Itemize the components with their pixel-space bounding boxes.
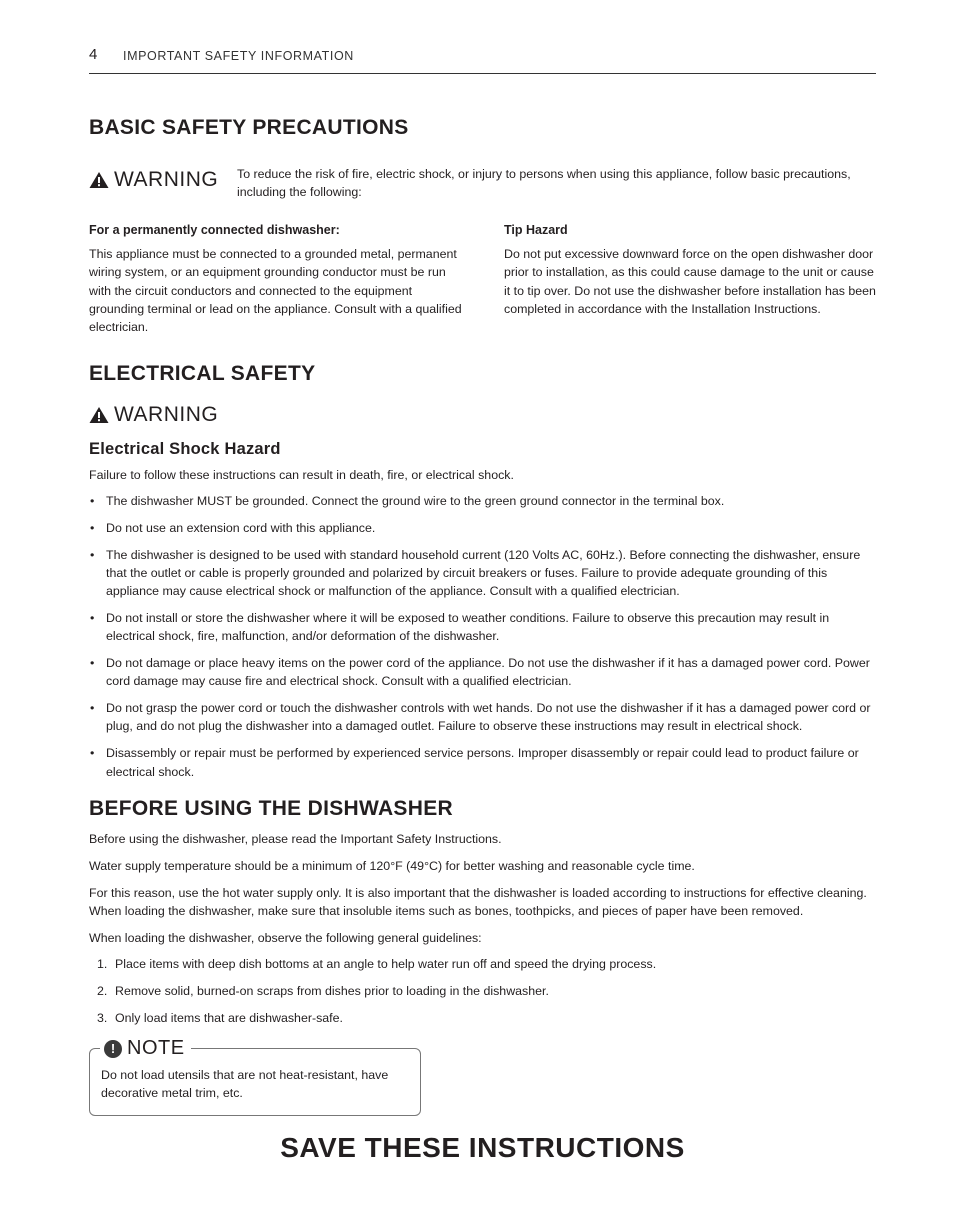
permanent-connection-heading: For a permanently connected dishwasher: [89, 223, 340, 237]
basic-warning [89, 168, 218, 192]
bullet-marker: • [90, 656, 95, 671]
before-para-2: Water supply temperature should be a minimum of 120°F (49°C) for better washing and reasonable cycle time. [89, 859, 695, 873]
list-item-text: The dishwasher MUST be grounded. Connect the ground wire to the green ground connector in the terminal box. [106, 494, 725, 508]
bullet-marker: • [90, 746, 95, 761]
before-para-1: Before using the dishwasher, please read the Important Safety Instructions. [89, 832, 502, 846]
step-text: Place items with deep dish bottoms at an angle to help water run off and speed the drying process. [115, 957, 657, 971]
list-item-text: The dishwasher is designed to be used with standard household current (120 Volts AC, 60Hz.). Before connecting the dishwasher, ensure that the outlet or cable is properly grounded and polarized by circuit breakers or fuses. Failure to provide adequate grounding of this appliance may cause electrical shock or malfunction of the appliance. Consult with a qualified electrician. [106, 547, 861, 599]
list-item [89, 955, 876, 973]
page-header [89, 44, 876, 74]
list-item [89, 546, 876, 601]
bullet-marker: • [90, 701, 95, 716]
list-item [89, 982, 876, 1000]
loading-guidelines-list [89, 955, 876, 1036]
bullet-marker: • [90, 610, 95, 625]
step-text: Remove solid, burned-on scraps from dishes prior to loading in the dishwasher. [115, 983, 549, 998]
list-item [89, 1009, 876, 1027]
note-box [89, 1037, 421, 1116]
list-item [89, 609, 876, 646]
note-label: NOTE [127, 1037, 185, 1059]
step-number: 1. [97, 957, 108, 971]
step-text: Only load items that are dishwasher-safe. [115, 1010, 343, 1025]
list-item-text: Do not install or store the dishwasher where it will be exposed to weather conditions. Failure to observe this precaution may result in electrical shock, fire, malfunction, and/or deformation of the dishwasher. [106, 610, 830, 644]
before-para-4: When loading the dishwasher, observe the following general guidelines: [89, 931, 482, 945]
basic-warning-text: To reduce the risk of fire, electric shock, or injury to persons when using this appliance, follow basic precautions, including the following: [237, 167, 851, 200]
list-item-text: Do not damage or place heavy items on the power cord of the appliance. Do not use the dishwasher if it has a damaged power cord. Power cord damage may cause fire and electrical shock. Consult with a qualified electrician. [106, 656, 870, 689]
exclamation-icon: ! [104, 1040, 122, 1058]
list-item [89, 519, 876, 537]
electrical-warning [89, 403, 218, 427]
list-item [89, 699, 876, 736]
list-item-text: Do not use an extension cord with this appliance. [106, 520, 376, 535]
warning-label: WARNING [114, 403, 219, 426]
step-number: 3. [97, 1010, 108, 1025]
list-item [89, 654, 876, 691]
warning-triangle-icon [89, 406, 109, 424]
electrical-intro: Failure to follow these instructions can result in death, fire, or electrical shock. [89, 468, 514, 482]
header-section-title: IMPORTANT SAFETY INFORMATION [123, 49, 354, 63]
list-item [89, 492, 876, 510]
permanent-connection-text: This appliance must be connected to a grounded metal, permanent wiring system, or an equipment grounding conductor must be run with the circuit conductors and connected to the equipment grounding terminal or lead on the appliance. Consult with a qualified electrician. [89, 247, 462, 335]
save-instructions-title: SAVE THESE INSTRUCTIONS [280, 1132, 685, 1163]
warning-label: WARNING [114, 168, 219, 191]
warning-triangle-icon [89, 171, 109, 189]
note-header [100, 1037, 191, 1060]
before-para-3: For this reason, use the hot water supply only. It is also important that the dishwasher is loaded according to instructions for effective cleaning. When loading the dishwasher, make sure that insoluble items such as bones, toothpicks, and pieces of paper have been removed. [89, 886, 867, 919]
step-number: 2. [97, 983, 108, 998]
electrical-bullet-list [89, 492, 876, 789]
list-item-text: Disassembly or repair must be performed by experienced service persons. Improper disassembly or repair could lead to product failure or electrical shock. [106, 746, 859, 779]
tip-hazard-heading: Tip Hazard [504, 223, 568, 237]
electrical-shock-hazard-heading: Electrical Shock Hazard [89, 440, 281, 458]
bullet-marker: • [90, 547, 95, 562]
list-item [89, 744, 876, 781]
electrical-safety-title: ELECTRICAL SAFETY [89, 362, 316, 385]
note-text: Do not load utensils that are not heat-resistant, have decorative metal trim, etc. [101, 1068, 389, 1101]
basic-safety-title: BASIC SAFETY PRECAUTIONS [89, 116, 409, 139]
before-using-title: BEFORE USING THE DISHWASHER [89, 797, 453, 820]
tip-hazard-text: Do not put excessive downward force on the open dishwasher door prior to installation, as this could cause damage to the unit or cause it to tip over. Do not use the dishwasher before installation has been completed in accordance with the Installation Instructions. [504, 247, 876, 316]
bullet-marker: • [90, 494, 95, 508]
page-number: 4 [89, 46, 98, 63]
bullet-marker: • [90, 520, 95, 535]
list-item-text: Do not grasp the power cord or touch the dishwasher controls with wet hands. Do not use the dishwasher if it has a damaged power cord or plug, and do not plug the dishwasher into a damaged outlet. Failure to observe these instructions may result in electrical shock. [106, 701, 871, 734]
